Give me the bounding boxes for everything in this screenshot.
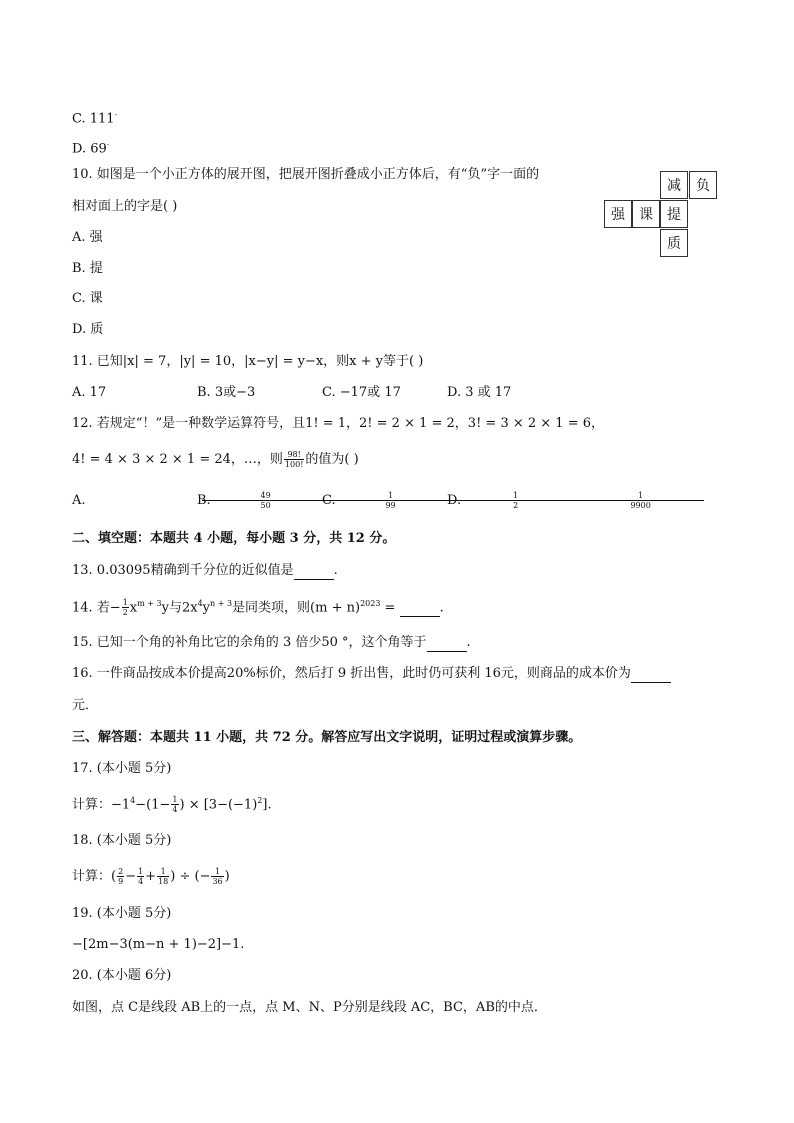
q18-heading: 18. (本小题 5分) <box>72 833 172 848</box>
q10-option-a: A. 强 <box>72 230 103 245</box>
q16-stem-line1: 16. 一件商品按成本价提高20%标价，然后打 9 折出售，此时仍可获利 16元，则商品的成本价为 <box>72 665 671 683</box>
q20-text: 如图，点 C是线段 AB上的一点，点 M、N、P分别是线段 AC，BC，AB的中点． <box>72 1000 547 1015</box>
q13-stem: 13. 0.03095精确到千分位的近似值是 . <box>72 563 338 578</box>
q11-stem: 11. 已知|x| = 7，|y| = 10，|x−y| = y−x，则x + y等于( ) <box>72 354 424 369</box>
q18-expression: 计算：( $\frac{2}{9}$ − $\frac{1}{4}$ + $\frac{1}{18}$ ) ÷ (− $\frac{1}{36}$ ) <box>72 867 230 886</box>
net-cell-ti: 提 <box>660 200 688 228</box>
net-cell-zhi: 质 <box>660 229 688 257</box>
q12-stem-line2: 4! = 4 × 3 × 2 × 1 = 24，…，则 $\frac{98!}{100!}$ 的值为( ) <box>72 450 359 469</box>
q17-expression: 计算：$-1^4-(1-$ $\frac{1}{4}$ ) × $[3-(-1)^2]$. <box>72 795 272 815</box>
q11-option-d: D. 3 或 17 <box>447 385 512 400</box>
q11-option-c: C. −17或 17 <box>322 385 401 400</box>
q10-option-b: B. 提 <box>72 261 103 276</box>
q12-stem-line1: 12. 若规定“！”是一种数学运算符号，且1! = 1，2! = 2 × 1 = 2，3! = 3 × 2 × 1 = 6， <box>72 416 605 431</box>
section-3-heading: 三、解答题：本题共 11 小题，共 72 分。解答应写出文字说明，证明过程或演算步骤。 <box>72 730 582 745</box>
net-cell-qiang: 强 <box>604 200 632 228</box>
net-cell-jian: 减 <box>660 171 688 199</box>
q14-stem: 14. 若− $\frac{1}{2}$ $x^{m + 3}y$与$2x^4y^{n + 3}$是同类项，则$(m + n)^{2023}$ = . <box>72 598 444 618</box>
q10-stem-line2: 相对面上的字是( ) <box>72 199 178 214</box>
net-cell-fu: 负 <box>689 171 717 199</box>
q9-option-d: D. 69- <box>72 140 110 157</box>
net-cell-ke: 课 <box>632 200 660 228</box>
q10-stem-line1: 10. 如图是一个小正方体的展开图，把展开图折叠成小正方体后，有“负”字一面的 <box>72 167 540 182</box>
q12-option-b: B. $\frac{1}{99}$ <box>197 491 322 510</box>
q20-heading: 20. (本小题 6分) <box>72 968 172 983</box>
q11-options <box>72 384 572 402</box>
q11-option-a: A. 17 <box>72 385 107 400</box>
q19-expression: −[2m−3(m−n + 1)−2]−1. <box>72 937 245 952</box>
section-2-heading: 二、填空题：本题共 4 小题，每小题 3 分，共 12 分。 <box>72 531 396 546</box>
q10-option-d: D. 质 <box>72 322 104 337</box>
q16-stem-line2: 元． <box>72 698 99 713</box>
q11-option-b: B. 3或−3 <box>197 385 256 400</box>
q10-option-c: C. 课 <box>72 291 103 306</box>
q9-option-c: C. 111- <box>72 110 118 127</box>
q12-options <box>72 491 651 510</box>
q12-option-c: C. $\frac{1}{2}$ <box>322 491 447 510</box>
cube-net-figure <box>604 171 720 259</box>
q12-fraction: $\frac{98!}{100!}$ <box>284 450 304 469</box>
q15-stem: 15. 已知一个角的补角比它的余角的 3 倍少50 °，这个角等于 . <box>72 635 471 650</box>
q12-option-a: A. $\frac{49}{50}$ <box>72 491 197 510</box>
q12-option-d: D. $\frac{1}{9900}$ <box>447 491 572 510</box>
q19-heading: 19. (本小题 5分) <box>72 906 172 921</box>
q17-heading: 17. (本小题 5分) <box>72 761 172 776</box>
